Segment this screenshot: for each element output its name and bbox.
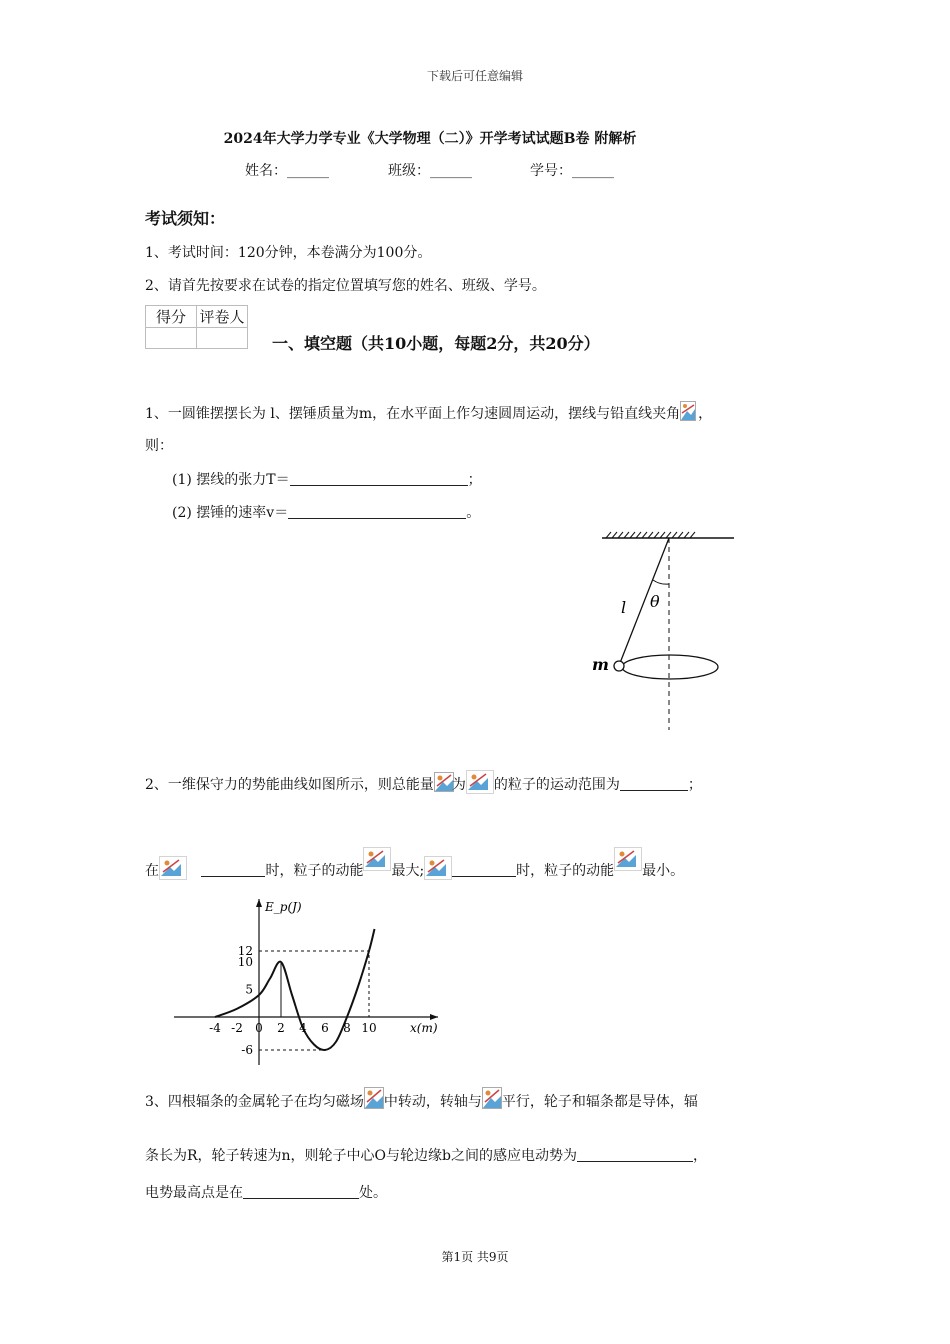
angle-label: θ <box>650 592 660 611</box>
question-1-line2: 则： <box>145 438 173 454</box>
broken-image-icon <box>466 770 494 794</box>
question-2-text: 的粒子的运动范围为 <box>493 777 620 793</box>
broken-image-icon <box>614 847 642 871</box>
x-axis-label: x(m) <box>410 1021 438 1035</box>
student-id-field-label: 学号：______ <box>530 163 614 179</box>
question-1-sub2-end: 。 <box>466 505 481 521</box>
question-2-text: 时，粒子的动能 <box>265 863 364 879</box>
notice-heading: 考试须知： <box>145 209 226 228</box>
potential-energy-chart <box>170 893 450 1068</box>
question-1-comma: ， <box>698 406 713 422</box>
conical-pendulum-figure <box>580 525 740 735</box>
question-3-text: ， <box>693 1148 707 1164</box>
y-axis-label: E_p(J) <box>265 900 302 914</box>
broken-image-icon <box>680 401 698 419</box>
y-axis-arrow <box>256 899 262 907</box>
name-field-label: 姓名：______ <box>245 163 329 179</box>
x-tick-label: 10 <box>361 1021 377 1035</box>
x-tick-label: 8 <box>343 1021 351 1035</box>
notice-item: 1、考试时间：120分钟，本卷满分为100分。 <box>145 245 432 261</box>
class-field-label: 班级：______ <box>388 163 472 179</box>
question-2-text: 在 <box>145 863 159 879</box>
y-tick-label: 5 <box>245 982 253 997</box>
answer-blank[interactable] <box>288 504 466 519</box>
question-3-text: 中转动，转轴与 <box>383 1094 482 1110</box>
x-tick-label: 0 <box>255 1021 263 1035</box>
question-2-line2 <box>145 847 684 880</box>
question-3-line3 <box>145 1182 387 1202</box>
exam-title: 2024年大学力学专业《大学物理（二）》开学考试试题B卷 附解析 <box>223 131 637 147</box>
question-2-text: 为 <box>451 777 466 793</box>
y-tick-label: 10 <box>237 955 253 969</box>
answer-blank[interactable] <box>452 862 516 877</box>
answer-blank[interactable] <box>201 862 265 877</box>
question-3-text: 条长为R，轮子转速为n，则轮子中心O与轮边缘b之间的感应电动势为 <box>145 1148 577 1164</box>
answer-blank[interactable] <box>620 776 688 791</box>
broken-image-icon <box>482 1087 502 1109</box>
score-cell <box>146 328 197 349</box>
y-tick-label: -6 <box>241 1043 253 1057</box>
x-axis-arrow <box>430 1014 438 1020</box>
notice-item: 2、请首先按要求在试卷的指定位置填写您的姓名、班级、学号。 <box>145 278 546 294</box>
y-tick-label: 12 <box>237 944 253 958</box>
question-3-text: 处。 <box>359 1185 387 1201</box>
question-3-text: 平行，轮子和辐条都是导体，辐 <box>501 1094 698 1110</box>
broken-image-icon <box>364 1087 384 1109</box>
mass-label: m <box>592 655 609 674</box>
length-label: l <box>621 598 627 617</box>
page-number: 第1页 共9页 <box>441 1250 509 1264</box>
question-1-sub1 <box>172 469 482 489</box>
question-1-sub1-end: ； <box>467 472 482 488</box>
x-tick-label: -2 <box>231 1021 243 1035</box>
answer-blank[interactable] <box>577 1147 693 1162</box>
score-table-header-score: 得分 <box>146 306 197 328</box>
broken-image-icon <box>434 772 452 790</box>
x-tick-label: 6 <box>321 1021 329 1035</box>
broken-image-icon <box>424 856 452 880</box>
question-2-text: ； <box>687 777 702 793</box>
question-1-sub2 <box>172 502 480 522</box>
question-1-line1 <box>145 401 712 423</box>
question-3-text: 电势最高点是在 <box>145 1185 243 1201</box>
section-title: 一、填空题（共10小题，每题2分，共20分） <box>272 334 600 353</box>
question-1-text: 1、一圆锥摆摆长为 l、摆锤质量为m，在水平面上作匀速圆周运动，摆线与铅直线夹角 <box>145 406 681 422</box>
question-2-text: 时，粒子的动能 <box>516 863 615 879</box>
score-table-header-grader: 评卷人 <box>197 306 248 328</box>
question-3-line2 <box>145 1145 707 1165</box>
score-table <box>145 305 248 349</box>
answer-blank[interactable] <box>243 1184 359 1199</box>
question-2-text: 最小。 <box>642 863 685 879</box>
question-2-text: 2、一维保守力的势能曲线如图所示，则总能量 <box>145 777 434 793</box>
x-tick-label: 2 <box>277 1021 285 1035</box>
question-3-text: 3、四根辐条的金属轮子在均匀磁场 <box>145 1094 364 1110</box>
grader-cell <box>197 328 248 349</box>
x-tick-label: 4 <box>299 1021 307 1035</box>
question-1-sub1-label: (1) 摆线的张力T＝ <box>172 472 290 488</box>
question-2-line1 <box>145 770 702 794</box>
guide-line <box>259 951 369 1017</box>
x-tick-label: -4 <box>209 1021 221 1035</box>
question-1-sub2-label: (2) 摆锤的速率v＝ <box>172 505 289 521</box>
page-header-note: 下载后可任意编辑 <box>426 69 523 83</box>
broken-image-icon <box>363 847 391 871</box>
broken-image-icon <box>159 856 187 880</box>
question-3-line1 <box>145 1087 698 1111</box>
answer-blank[interactable] <box>290 471 468 486</box>
question-2-text: 最大; <box>391 863 425 879</box>
